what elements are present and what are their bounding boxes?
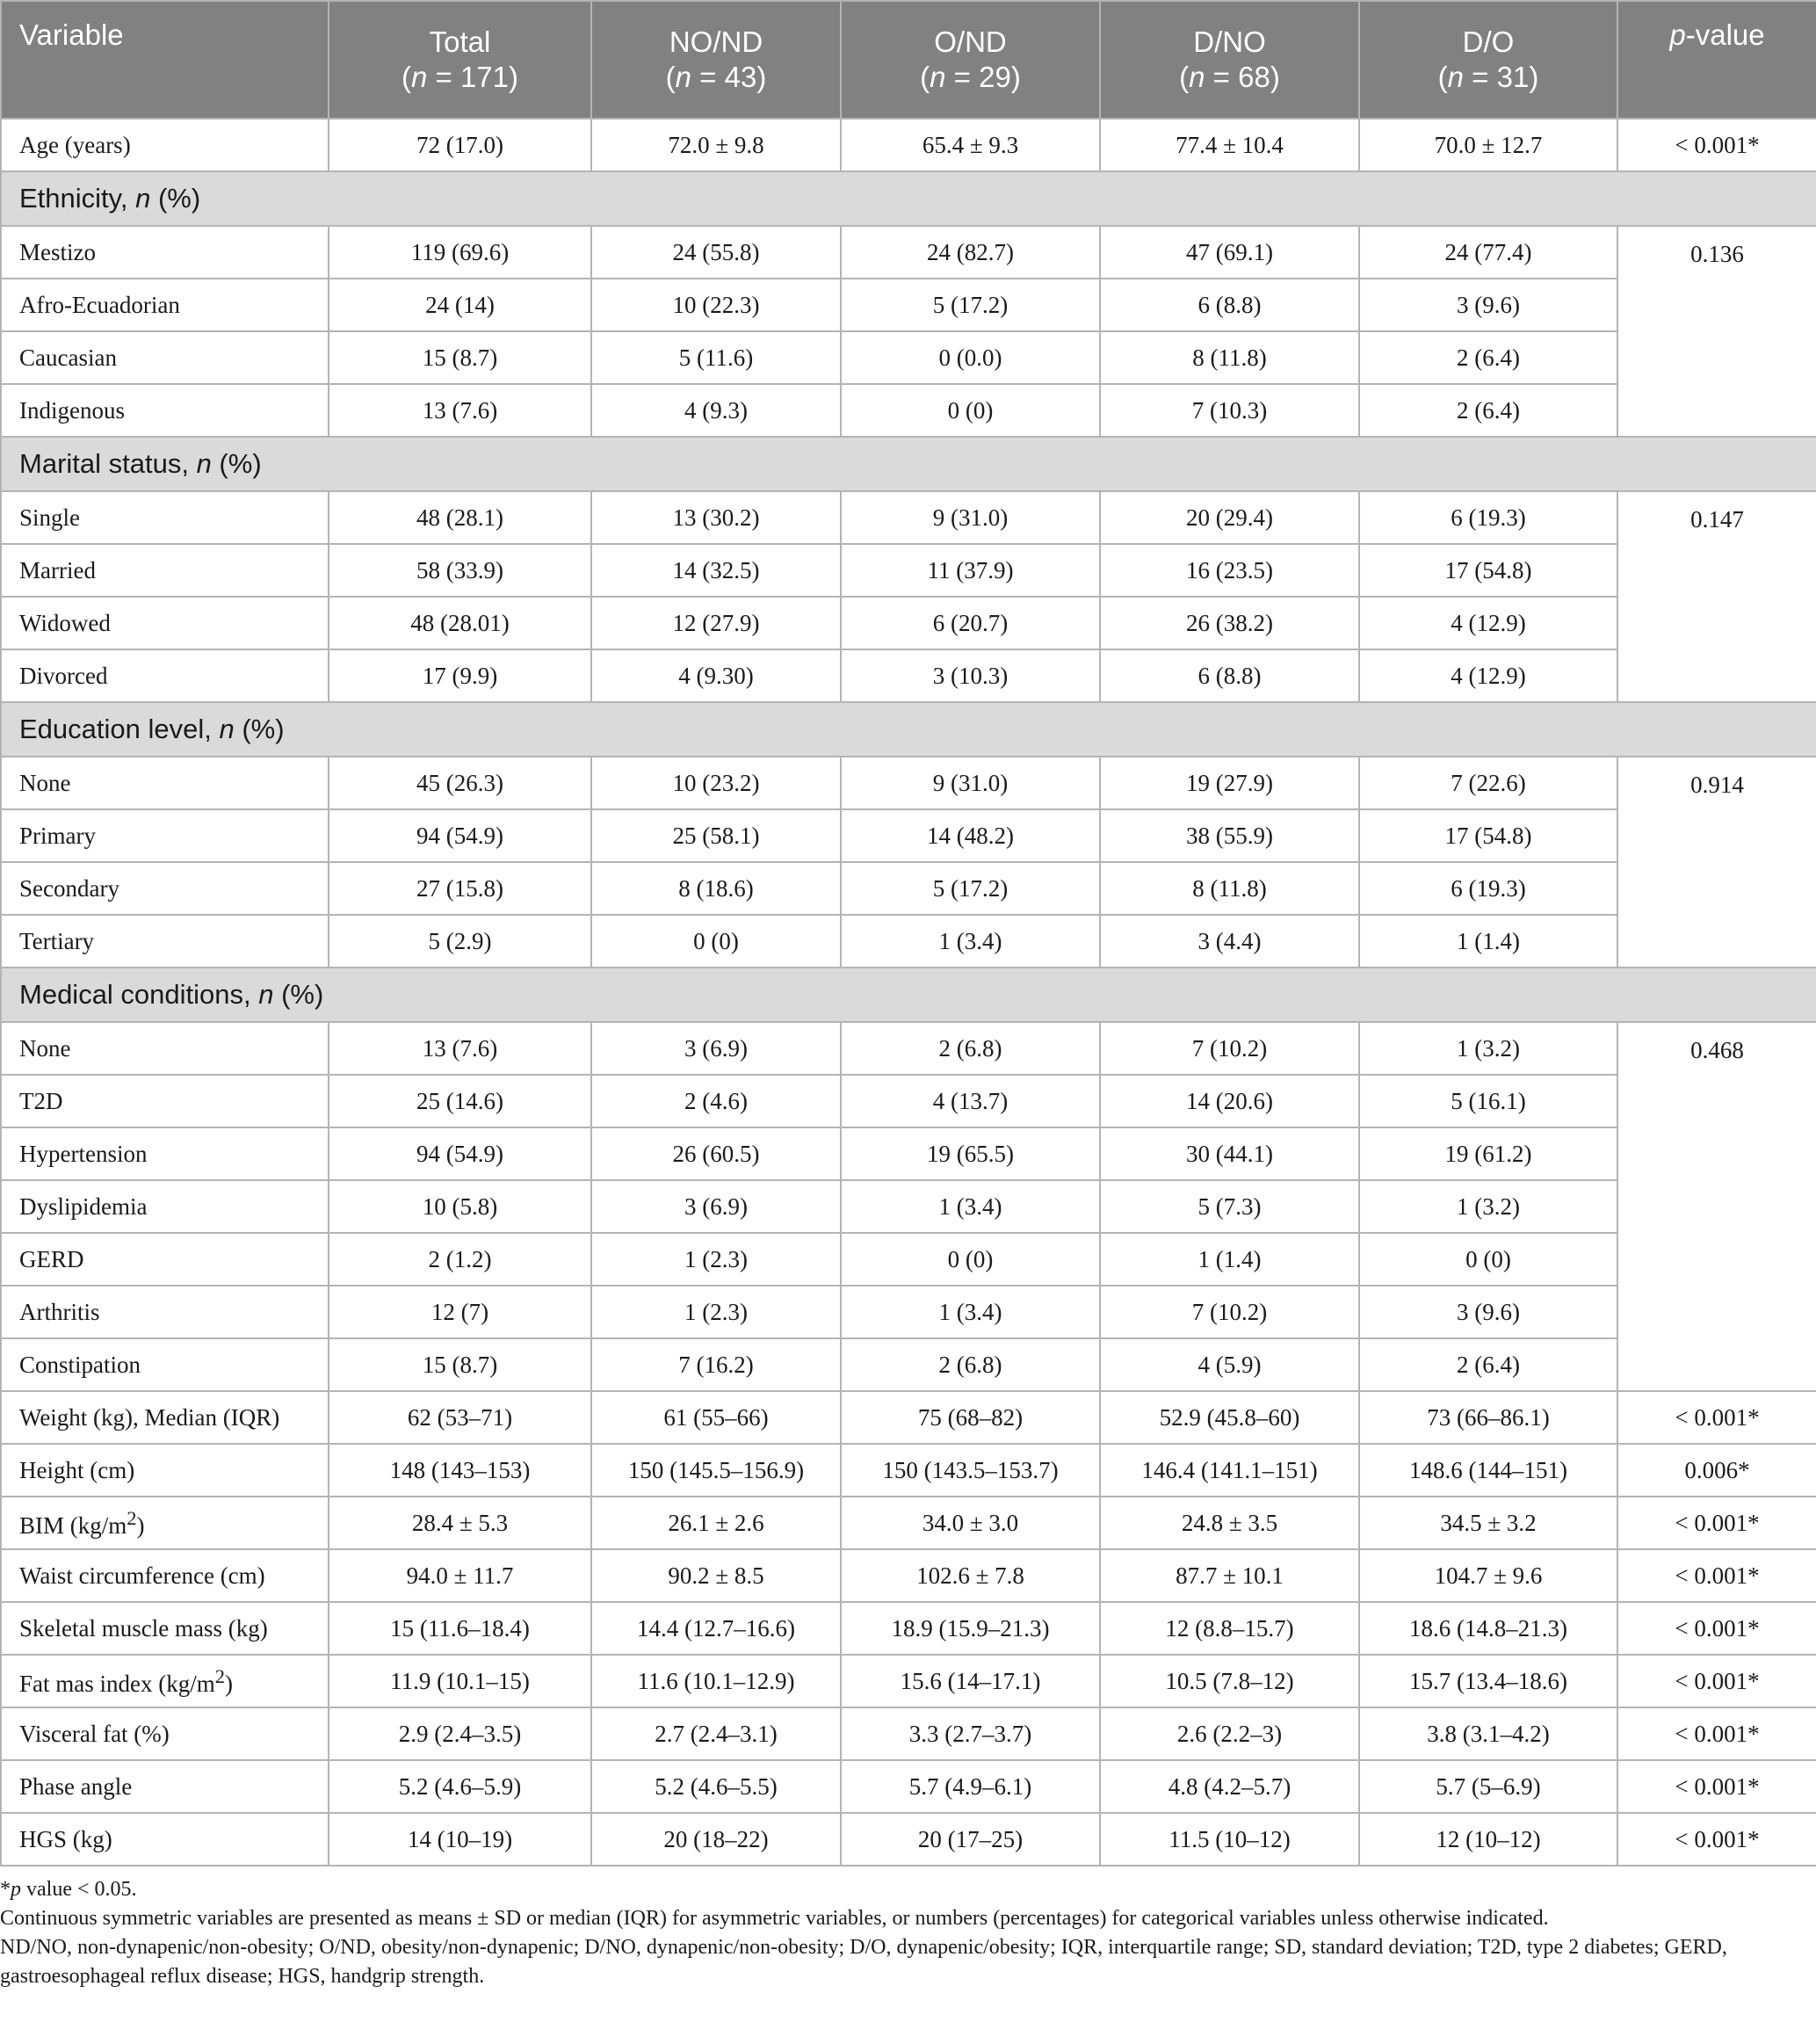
cell-dno: 87.7 ± 10.1 bbox=[1100, 1549, 1359, 1602]
row-label: Secondary bbox=[1, 862, 329, 915]
row-label: Age (years) bbox=[1, 119, 329, 171]
cell-p-value: < 0.001* bbox=[1617, 1549, 1816, 1602]
cell-dno: 12 (8.8–15.7) bbox=[1100, 1602, 1359, 1655]
table-row bbox=[1, 809, 1816, 862]
row-label: None bbox=[1, 1022, 329, 1075]
section-title: Medical conditions, n (%) bbox=[1, 968, 1816, 1022]
cell-do: 2 (6.4) bbox=[1359, 331, 1617, 384]
cell-total: 13 (7.6) bbox=[329, 384, 591, 437]
cell-do: 18.6 (14.8–21.3) bbox=[1359, 1602, 1617, 1655]
cell-dno: 7 (10.3) bbox=[1100, 384, 1359, 437]
table-row bbox=[1, 1233, 1816, 1286]
cell-nond: 150 (145.5–156.9) bbox=[591, 1444, 841, 1497]
cell-total: 2 (1.2) bbox=[329, 1233, 591, 1286]
cell-ond: 5.7 (4.9–6.1) bbox=[841, 1760, 1100, 1813]
cell-dno: 1 (1.4) bbox=[1100, 1233, 1359, 1286]
cell-total: 148 (143–153) bbox=[329, 1444, 591, 1497]
cell-nond: 20 (18–22) bbox=[591, 1813, 841, 1866]
cell-ond: 0 (0.0) bbox=[841, 331, 1100, 384]
table-row-age bbox=[1, 119, 1816, 171]
cell-dno: 38 (55.9) bbox=[1100, 809, 1359, 862]
cell-ond: 34.0 ± 3.0 bbox=[841, 1497, 1100, 1549]
cell-nond: 24 (55.8) bbox=[591, 226, 841, 279]
cell-ond: 18.9 (15.9–21.3) bbox=[841, 1602, 1100, 1655]
row-label: Fat mas index $(kg/m^2)$ bbox=[1, 1655, 329, 1707]
cell-do: 24 (77.4) bbox=[1359, 226, 1617, 279]
header-nond: NO/ND (n = 43) bbox=[591, 1, 841, 119]
table-row bbox=[1, 384, 1816, 437]
cell-total: 12 (7) bbox=[329, 1286, 591, 1338]
cell-nond: 5.2 (4.6–5.5) bbox=[591, 1760, 841, 1813]
row-label: None bbox=[1, 757, 329, 809]
table-row bbox=[1, 1444, 1816, 1497]
cell-ond: 4 (13.7) bbox=[841, 1075, 1100, 1127]
cell-dno: 26 (38.2) bbox=[1100, 597, 1359, 649]
cell-total: 10 (5.8) bbox=[329, 1180, 591, 1233]
cell-dno: 20 (29.4) bbox=[1100, 491, 1359, 544]
cell-do: 3 (9.6) bbox=[1359, 279, 1617, 331]
section-education-level bbox=[1, 702, 1816, 757]
cell-p-value: < 0.001* bbox=[1617, 1497, 1816, 1549]
section-marital-status bbox=[1, 437, 1816, 491]
cell-total: 48 (28.1) bbox=[329, 491, 591, 544]
row-label: GERD bbox=[1, 1233, 329, 1286]
cell-nond: 12 (27.9) bbox=[591, 597, 841, 649]
header-ond: O/ND (n = 29) bbox=[841, 1, 1100, 119]
cell-total: 14 (10–19) bbox=[329, 1813, 591, 1866]
cell-ond: 150 (143.5–153.7) bbox=[841, 1444, 1100, 1497]
table-row bbox=[1, 1075, 1816, 1127]
section-ethnicity bbox=[1, 171, 1816, 226]
cell-dno: 47 (69.1) bbox=[1100, 226, 1359, 279]
table-row bbox=[1, 757, 1816, 809]
cell-do: 70.0 ± 12.7 bbox=[1359, 119, 1617, 171]
header-do: D/O (n = 31) bbox=[1359, 1, 1617, 119]
cell-total: 2.9 (2.4–3.5) bbox=[329, 1707, 591, 1760]
cell-p-value: < 0.001* bbox=[1617, 1602, 1816, 1655]
cell-nond: 14.4 (12.7–16.6) bbox=[591, 1602, 841, 1655]
cell-dno: 5 (7.3) bbox=[1100, 1180, 1359, 1233]
table-row bbox=[1, 1497, 1816, 1549]
cell-dno: 10.5 (7.8–12) bbox=[1100, 1655, 1359, 1707]
cell-total: 25 (14.6) bbox=[329, 1075, 591, 1127]
cell-nond: 14 (32.5) bbox=[591, 544, 841, 597]
table-row bbox=[1, 1391, 1816, 1444]
cell-do: 12 (10–12) bbox=[1359, 1813, 1617, 1866]
row-label: Phase angle bbox=[1, 1760, 329, 1813]
table-body bbox=[1, 119, 1816, 1866]
cell-total: 58 (33.9) bbox=[329, 544, 591, 597]
row-label: Arthritis bbox=[1, 1286, 329, 1338]
cell-nond: 4 (9.3) bbox=[591, 384, 841, 437]
table-row bbox=[1, 1338, 1816, 1391]
cell-do: 4 (12.9) bbox=[1359, 649, 1617, 702]
cell-ond: 75 (68–82) bbox=[841, 1391, 1100, 1444]
row-label: T2D bbox=[1, 1075, 329, 1127]
table-row bbox=[1, 1760, 1816, 1813]
cell-dno: 146.4 (141.1–151) bbox=[1100, 1444, 1359, 1497]
section-title: Marital status, n (%) bbox=[1, 437, 1816, 491]
table-row bbox=[1, 862, 1816, 915]
cell-ond: 2 (6.8) bbox=[841, 1022, 1100, 1075]
cell-do: 2 (6.4) bbox=[1359, 384, 1617, 437]
cell-total: 5 (2.9) bbox=[329, 915, 591, 968]
cell-nond: 3 (6.9) bbox=[591, 1022, 841, 1075]
cell-do: 1 (1.4) bbox=[1359, 915, 1617, 968]
row-label: Indigenous bbox=[1, 384, 329, 437]
cell-nond: 5 (11.6) bbox=[591, 331, 841, 384]
row-label: Dyslipidemia bbox=[1, 1180, 329, 1233]
cell-ond: 0 (0) bbox=[841, 1233, 1100, 1286]
cell-nond: 61 (55–66) bbox=[591, 1391, 841, 1444]
cell-nond: 11.6 (10.1–12.9) bbox=[591, 1655, 841, 1707]
row-label: HGS (kg) bbox=[1, 1813, 329, 1866]
cell-dno: 77.4 ± 10.4 bbox=[1100, 119, 1359, 171]
cell-nond: 8 (18.6) bbox=[591, 862, 841, 915]
cell-ond: 2 (6.8) bbox=[841, 1338, 1100, 1391]
cell-total: 13 (7.6) bbox=[329, 1022, 591, 1075]
cell-ond: 24 (82.7) bbox=[841, 226, 1100, 279]
row-label: BIM $(kg/m^2)$ bbox=[1, 1497, 329, 1549]
cell-total: 17 (9.9) bbox=[329, 649, 591, 702]
row-label: Hypertension bbox=[1, 1127, 329, 1180]
row-label: Afro-Ecuadorian bbox=[1, 279, 329, 331]
cell-ond: 14 (48.2) bbox=[841, 809, 1100, 862]
cell-nond: 2 (4.6) bbox=[591, 1075, 841, 1127]
cell-ond: 5 (17.2) bbox=[841, 862, 1100, 915]
cell-do: 5.7 (5–6.9) bbox=[1359, 1760, 1617, 1813]
section-medical-conditions bbox=[1, 968, 1816, 1022]
cell-do: 2 (6.4) bbox=[1359, 1338, 1617, 1391]
row-label: Primary bbox=[1, 809, 329, 862]
row-label: Married bbox=[1, 544, 329, 597]
cell-nond: 26.1 ± 2.6 bbox=[591, 1497, 841, 1549]
table-row bbox=[1, 544, 1816, 597]
cell-total: 5.2 (4.6–5.9) bbox=[329, 1760, 591, 1813]
cell-ond: 102.6 ± 7.8 bbox=[841, 1549, 1100, 1602]
cell-p-value: < 0.001* bbox=[1617, 1707, 1816, 1760]
cell-ond: 19 (65.5) bbox=[841, 1127, 1100, 1180]
row-label: Waist circumference (cm) bbox=[1, 1549, 329, 1602]
cell-do: 6 (19.3) bbox=[1359, 491, 1617, 544]
cell-ond: 1 (3.4) bbox=[841, 1286, 1100, 1338]
header-p-value: p-value bbox=[1617, 1, 1816, 119]
cell-nond: 0 (0) bbox=[591, 915, 841, 968]
cell-nond: 90.2 ± 8.5 bbox=[591, 1549, 841, 1602]
cell-p-value: 0.914 bbox=[1617, 757, 1816, 968]
cell-total: 45 (26.3) bbox=[329, 757, 591, 809]
row-label: Constipation bbox=[1, 1338, 329, 1391]
cell-dno: 16 (23.5) bbox=[1100, 544, 1359, 597]
cell-total: 27 (15.8) bbox=[329, 862, 591, 915]
row-label: Mestizo bbox=[1, 226, 329, 279]
table-row bbox=[1, 915, 1816, 968]
cell-nond: 13 (30.2) bbox=[591, 491, 841, 544]
cell-ond: 65.4 ± 9.3 bbox=[841, 119, 1100, 171]
cell-nond: 2.7 (2.4–3.1) bbox=[591, 1707, 841, 1760]
cell-do: 34.5 ± 3.2 bbox=[1359, 1497, 1617, 1549]
section-title: Education level, n (%) bbox=[1, 702, 1816, 757]
cell-p-value: < 0.001* bbox=[1617, 1813, 1816, 1866]
cell-ond: 9 (31.0) bbox=[841, 491, 1100, 544]
row-label: Caucasian bbox=[1, 331, 329, 384]
cell-ond: 6 (20.7) bbox=[841, 597, 1100, 649]
cell-total: 94 (54.9) bbox=[329, 809, 591, 862]
cell-nond: 4 (9.30) bbox=[591, 649, 841, 702]
row-label: Tertiary bbox=[1, 915, 329, 968]
cell-dno: 30 (44.1) bbox=[1100, 1127, 1359, 1180]
cell-total: 15 (8.7) bbox=[329, 1338, 591, 1391]
cell-nond: 1 (2.3) bbox=[591, 1233, 841, 1286]
row-label: Single bbox=[1, 491, 329, 544]
cell-dno: 6 (8.8) bbox=[1100, 649, 1359, 702]
cell-do: 4 (12.9) bbox=[1359, 597, 1617, 649]
table-row bbox=[1, 491, 1816, 544]
cell-p-value: 0.006* bbox=[1617, 1444, 1816, 1497]
cell-do: 17 (54.8) bbox=[1359, 544, 1617, 597]
cell-ond: 1 (3.4) bbox=[841, 915, 1100, 968]
header-row bbox=[1, 1, 1816, 119]
cell-do: 0 (0) bbox=[1359, 1233, 1617, 1286]
cell-dno: 7 (10.2) bbox=[1100, 1286, 1359, 1338]
cell-do: 19 (61.2) bbox=[1359, 1127, 1617, 1180]
cell-dno: 24.8 ± 3.5 bbox=[1100, 1497, 1359, 1549]
cell-do: 148.6 (144–151) bbox=[1359, 1444, 1617, 1497]
table-row bbox=[1, 331, 1816, 384]
cell-dno: 52.9 (45.8–60) bbox=[1100, 1391, 1359, 1444]
table-row bbox=[1, 649, 1816, 702]
table-row bbox=[1, 1127, 1816, 1180]
cell-ond: 0 (0) bbox=[841, 384, 1100, 437]
row-label: Weight (kg), Median (IQR) bbox=[1, 1391, 329, 1444]
row-label: Divorced bbox=[1, 649, 329, 702]
table-row bbox=[1, 1602, 1816, 1655]
cell-nond: 26 (60.5) bbox=[591, 1127, 841, 1180]
cell-dno: 19 (27.9) bbox=[1100, 757, 1359, 809]
cell-nond: 72.0 ± 9.8 bbox=[591, 119, 841, 171]
cell-nond: 3 (6.9) bbox=[591, 1180, 841, 1233]
cell-do: 73 (66–86.1) bbox=[1359, 1391, 1617, 1444]
cell-do: 15.7 (13.4–18.6) bbox=[1359, 1655, 1617, 1707]
cell-ond: 5 (17.2) bbox=[841, 279, 1100, 331]
cell-ond: 3.3 (2.7–3.7) bbox=[841, 1707, 1100, 1760]
table-header bbox=[1, 1, 1816, 119]
cell-nond: 10 (22.3) bbox=[591, 279, 841, 331]
cell-ond: 3 (10.3) bbox=[841, 649, 1100, 702]
cell-dno: 6 (8.8) bbox=[1100, 279, 1359, 331]
footnote-presentation: Continuous symmetric variables are presented as means ± SD or median (IQR) for asymmetric variables, or numbers (percentages) for categorical variables unless otherwise indicated. bbox=[0, 1907, 1549, 1930]
cell-p-value: 0.136 bbox=[1617, 226, 1816, 437]
cell-nond: 1 (2.3) bbox=[591, 1286, 841, 1338]
cell-total: 94 (54.9) bbox=[329, 1127, 591, 1180]
cell-dno: 2.6 (2.2–3) bbox=[1100, 1707, 1359, 1760]
cell-p-value: < 0.001* bbox=[1617, 1655, 1816, 1707]
cell-ond: 11 (37.9) bbox=[841, 544, 1100, 597]
cell-total: 15 (11.6–18.4) bbox=[329, 1602, 591, 1655]
table-row bbox=[1, 597, 1816, 649]
cell-dno: 8 (11.8) bbox=[1100, 331, 1359, 384]
cell-ond: 15.6 (14–17.1) bbox=[841, 1655, 1100, 1707]
cell-total: 11.9 (10.1–15) bbox=[329, 1655, 591, 1707]
cell-dno: 4 (5.9) bbox=[1100, 1338, 1359, 1391]
table-row bbox=[1, 1707, 1816, 1760]
cell-dno: 14 (20.6) bbox=[1100, 1075, 1359, 1127]
cell-nond: 7 (16.2) bbox=[591, 1338, 841, 1391]
cell-do: 1 (3.2) bbox=[1359, 1180, 1617, 1233]
cell-dno: 11.5 (10–12) bbox=[1100, 1813, 1359, 1866]
cell-do: 104.7 ± 9.6 bbox=[1359, 1549, 1617, 1602]
cell-total: 119 (69.6) bbox=[329, 226, 591, 279]
section-title: Ethnicity, n (%) bbox=[1, 171, 1816, 226]
header-variable: Variable bbox=[1, 1, 329, 119]
cell-do: 5 (16.1) bbox=[1359, 1075, 1617, 1127]
footnote-abbreviations: ND/NO, non-dynapenic/non-obesity; O/ND, obesity/non-dynapenic; D/NO, dynapenic/non-obesity; D/O, dynapenic/obesity; IQR, interquartile range; SD, standard deviation; T2D, type 2 diabetes; GERD, gastroesophageal reflux disease; HGS, handgrip strength. bbox=[0, 1936, 1727, 1988]
header-total: Total (n = 171) bbox=[329, 1, 591, 119]
cell-total: 28.4 ± 5.3 bbox=[329, 1497, 591, 1549]
cell-ond: 1 (3.4) bbox=[841, 1180, 1100, 1233]
row-label: Visceral fat (%) bbox=[1, 1707, 329, 1760]
table-row bbox=[1, 1286, 1816, 1338]
header-dno: D/NO (n = 68) bbox=[1100, 1, 1359, 119]
cell-do: 7 (22.6) bbox=[1359, 757, 1617, 809]
row-label: Height (cm) bbox=[1, 1444, 329, 1497]
table-footnotes bbox=[0, 1866, 1816, 1991]
cell-p-value: < 0.001* bbox=[1617, 1391, 1816, 1444]
cell-do: 3.8 (3.1–4.2) bbox=[1359, 1707, 1617, 1760]
row-label: Skeletal muscle mass (kg) bbox=[1, 1602, 329, 1655]
cell-p-value: 0.147 bbox=[1617, 491, 1816, 702]
footnote-significance: *p value < 0.05. bbox=[0, 1878, 137, 1901]
cell-dno: 3 (4.4) bbox=[1100, 915, 1359, 968]
table-row bbox=[1, 1655, 1816, 1707]
table-row bbox=[1, 1180, 1816, 1233]
cell-total: 94.0 ± 11.7 bbox=[329, 1549, 591, 1602]
table-row bbox=[1, 279, 1816, 331]
cell-total: 24 (14) bbox=[329, 279, 591, 331]
cell-total: 15 (8.7) bbox=[329, 331, 591, 384]
table-row bbox=[1, 1813, 1816, 1866]
cell-dno: 7 (10.2) bbox=[1100, 1022, 1359, 1075]
cell-total: 62 (53–71) bbox=[329, 1391, 591, 1444]
cell-do: 17 (54.8) bbox=[1359, 809, 1617, 862]
cell-p-value: < 0.001* bbox=[1617, 119, 1816, 171]
table-row bbox=[1, 1022, 1816, 1075]
cell-nond: 10 (23.2) bbox=[591, 757, 841, 809]
cell-do: 1 (3.2) bbox=[1359, 1022, 1617, 1075]
cell-do: 6 (19.3) bbox=[1359, 862, 1617, 915]
cell-dno: 8 (11.8) bbox=[1100, 862, 1359, 915]
cell-total: 48 (28.01) bbox=[329, 597, 591, 649]
table-row bbox=[1, 226, 1816, 279]
cell-do: 3 (9.6) bbox=[1359, 1286, 1617, 1338]
row-label: Widowed bbox=[1, 597, 329, 649]
cell-ond: 20 (17–25) bbox=[841, 1813, 1100, 1866]
cell-p-value: < 0.001* bbox=[1617, 1760, 1816, 1813]
cell-nond: 25 (58.1) bbox=[591, 809, 841, 862]
table-row bbox=[1, 1549, 1816, 1602]
cell-dno: 4.8 (4.2–5.7) bbox=[1100, 1760, 1359, 1813]
cell-p-value: 0.468 bbox=[1617, 1022, 1816, 1391]
cell-ond: 9 (31.0) bbox=[841, 757, 1100, 809]
cell-total: 72 (17.0) bbox=[329, 119, 591, 171]
